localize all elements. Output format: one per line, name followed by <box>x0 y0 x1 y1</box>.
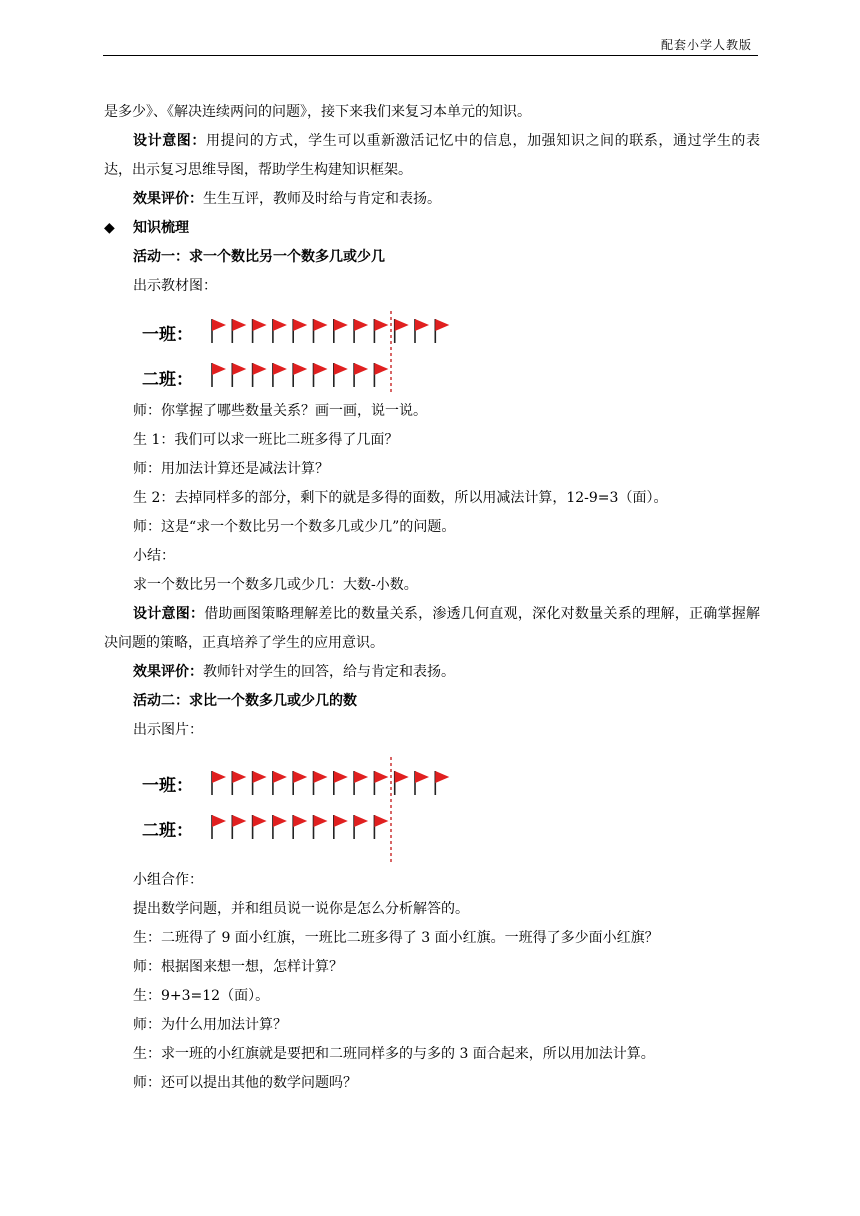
show-picture-label: 出示图片： <box>133 722 203 738</box>
class-2-flag <box>232 815 246 827</box>
header-rule <box>103 55 758 56</box>
class-2-flag <box>354 363 368 375</box>
text-design-intent: 用提问的方式，学生可以重新激活记忆中的信息，加强知识之间的联系，通过学生的表达，出示复习思维导图，帮助学生构建知识框架。 <box>104 133 761 178</box>
class-2-flag <box>273 815 287 827</box>
label-evaluation: 效果评价： <box>133 191 203 207</box>
group-work-task: 提出数学问题，并和组员说一说你是怎么分析解答的。 <box>133 901 469 917</box>
class-1-flags-2 <box>212 771 449 795</box>
class-2-flag <box>232 363 246 375</box>
class-2-label: 二班： <box>142 370 193 390</box>
class-1-flag <box>374 771 388 783</box>
paragraph-evaluation-1 <box>104 185 760 214</box>
teacher-line-6: 师：还可以提出其他的数学问题吗？ <box>133 1075 357 1091</box>
student-line-2: 生 2：去掉同样多的部分，剩下的就是多得的面数，所以用减法计算，12-9=3（面）。 <box>133 490 668 506</box>
paragraph-evaluation-2 <box>104 658 760 687</box>
class-1-label: 一班： <box>142 325 193 345</box>
teacher-line-4: 师：根据图来想一想，怎样计算？ <box>133 959 343 975</box>
class-2-flag <box>273 363 287 375</box>
class-1-flag <box>354 771 368 783</box>
text-evaluation: 生生互评，教师及时给与肯定和表扬。 <box>203 191 441 207</box>
teacher-line-2: 师：用加法计算还是减法计算？ <box>133 461 329 477</box>
class-1-flag <box>435 771 449 783</box>
diamond-bullet-icon: ◆ <box>104 220 115 236</box>
class-1-flag <box>253 319 267 331</box>
class-1-flag <box>273 771 287 783</box>
activity-2-title: 活动二：求比一个数多几或少几的数 <box>133 693 357 709</box>
class-1-flag <box>334 771 348 783</box>
class-2-flag <box>253 363 267 375</box>
class-2-flag <box>374 363 388 375</box>
class-2-flag <box>354 815 368 827</box>
label-design-intent: 设计意图： <box>133 133 206 149</box>
teacher-line-3: 师：这是“求一个数比另一个数多几或少几”的问题。 <box>133 519 456 535</box>
class-1-flag <box>273 319 287 331</box>
class-2-flag <box>334 363 348 375</box>
class-1-flag <box>395 319 409 331</box>
class-1-flag <box>415 771 429 783</box>
show-textbook-label: 出示教材图： <box>133 278 217 294</box>
class-1-flag <box>435 319 449 331</box>
label-design-intent-2: 设计意图： <box>133 606 205 622</box>
class-1-flags <box>212 319 449 343</box>
class-1-flag <box>212 319 226 331</box>
class-1-flag <box>293 319 307 331</box>
header-text: 配套小学人教版 <box>660 38 752 52</box>
class-1-flag <box>334 319 348 331</box>
class-1-label-2: 一班： <box>142 776 193 796</box>
class-1-flag <box>314 771 328 783</box>
class-2-flag <box>212 363 226 375</box>
class-1-flag <box>293 771 307 783</box>
class-2-flag <box>314 815 328 827</box>
summary-label: 小结： <box>133 548 175 564</box>
group-work-label: 小组合作： <box>133 872 203 888</box>
text-design-intent-2: 借助画图策略理解差比的数量关系，渗透几何直观，深化对数量关系的理解，正确掌握解决问题的策略，正真培养了学生的应用意识。 <box>104 606 760 651</box>
class-1-flag <box>415 319 429 331</box>
class-1-flag <box>232 319 246 331</box>
section-title: 知识梳理 <box>133 220 189 236</box>
label-evaluation-2: 效果评价： <box>133 664 203 680</box>
student-line-5: 生：求一班的小红旗就是要把和二班同样多的与多的 3 面合起来，所以用加法计算。 <box>133 1046 655 1062</box>
student-line-1: 生 1：我们可以求一班比二班多得了几面？ <box>133 432 399 448</box>
class-1-flag <box>314 319 328 331</box>
class-1-flag <box>395 771 409 783</box>
student-line-4: 生：9+3=12（面）。 <box>133 988 270 1004</box>
class-1-flag <box>232 771 246 783</box>
document-body <box>104 98 760 1098</box>
class-2-flags <box>212 363 388 387</box>
class-2-flag <box>314 363 328 375</box>
section-heading <box>104 214 760 243</box>
teacher-line-5: 师：为什么用加法计算？ <box>133 1017 287 1033</box>
paragraph-intro: 是多少》、《解决连续两问的问题》，接下来我们来复习本单元的知识。 <box>104 104 531 120</box>
class-2-flag <box>334 815 348 827</box>
flag-comparison-diagram-2 <box>104 749 484 864</box>
class-1-flag <box>253 771 267 783</box>
class-2-flag <box>212 815 226 827</box>
class-1-flag <box>354 319 368 331</box>
student-line-3: 生：二班得了 9 面小红旗，一班比二班多得了 3 面小红旗。一班得了多少面小红旗？ <box>133 930 659 946</box>
class-2-flag <box>253 815 267 827</box>
flag-figure-1 <box>104 305 760 395</box>
paragraph-design-intent-1 <box>104 127 760 185</box>
class-2-flag <box>374 815 388 827</box>
summary-text: 求一个数比另一个数多几或少几：大数-小数。 <box>133 577 418 593</box>
paragraph-design-intent-2 <box>104 600 760 658</box>
text-evaluation-2: 教师针对学生的回答，给与肯定和表扬。 <box>203 664 455 680</box>
class-2-flag <box>293 363 307 375</box>
class-2-flags-2 <box>212 815 388 839</box>
flag-comparison-diagram-1 <box>104 305 484 395</box>
class-2-flag <box>293 815 307 827</box>
activity-1-title: 活动一：求一个数比另一个数多几或少几 <box>133 249 385 265</box>
class-1-flag <box>212 771 226 783</box>
class-1-flag <box>374 319 388 331</box>
class-2-label-2: 二班： <box>142 821 193 841</box>
teacher-line-1: 师：你掌握了哪些数量关系？画一画，说一说。 <box>133 403 427 419</box>
flag-figure-2 <box>104 749 760 864</box>
